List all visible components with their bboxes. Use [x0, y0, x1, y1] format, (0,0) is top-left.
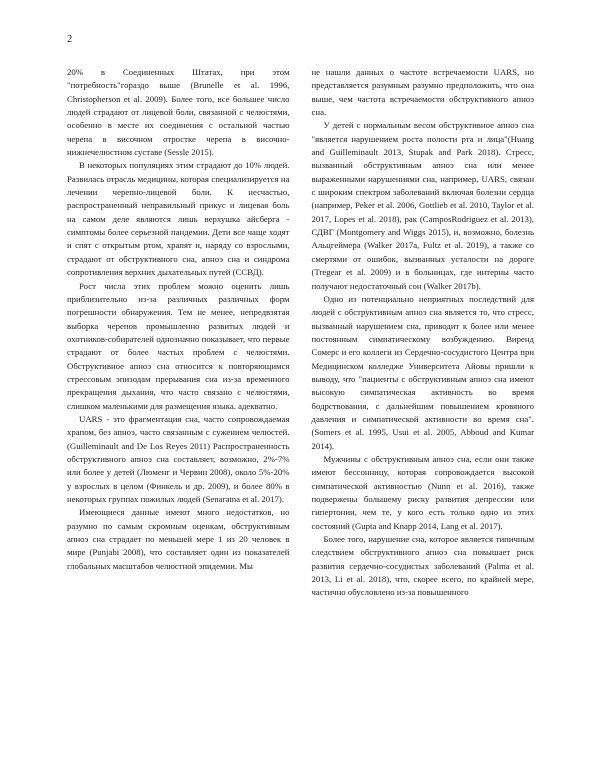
paragraph: Рост числа этих проблем можно оценить лишь приблизительно из-за различных различных форм погрешности обнаружения. Тем не менее, непредвзятая выборка черепов промышленно развитых людей и охотников-собирателей однозначно показывает, что первые страдают от более частых проблем с челюстями. Обструктивное апноэ сна относится к повторяющимся стрессовым эпизодам прерывания сна из-за временного прекращения дыхания, что часто связано с челюстями, слишком маленькими для размещения языка. адекватно.	[67, 280, 290, 411]
paragraph: Одно из потенциально неприятных последствий для людей с обструктивным апноэ сна является то, что стресс, вызванный нарушением сна, приводит к более или менее постоянным симпатическому возбуждению. Виренд Сомерс и его коллеги из Сердечно-сосудистого Центра при Медицинском колледже Университета Айовы пришли к выводу, что "пациенты с обструктивным апноэ сна имеют высокую симпатическая активность во время бодрствования, с дальнейшим повышением кровяного давления и симпатической активности во время сна". (Somers et al. 1995, Usui et al. 2005, Abboud and Kumar 2014).	[311, 293, 534, 451]
paragraph: не нашли данных о частоте встречаемости UARS, но представляется разумным разумно предположить, что она выше, чем частота встречаемости обструктивного апноэ сна.	[311, 67, 534, 118]
left-column	[67, 66, 290, 600]
right-column	[312, 66, 535, 600]
paragraph: Мужчины с обструктивным апноэ сна, если они также имеют бессонницу, которая сопровождается высокой симпатической активностью (Nunn et al. 2016), также подвержены большему риску развития депрессии или гипертонии, чем те, у кого есть только одно из этих состояний (Gupta and Knapp 2014, Lang et al. 2017).	[311, 453, 534, 531]
two-column-body	[67, 66, 534, 600]
paragraph: В некоторых популяциях этим страдают до 10% людей. Развилась отрасль медицины, которая специализируется на лечении черепно-лицевой боли. К несчастью, распространенный неправильный прикус и лицевая боль на самом деле являются лишь верхушка айсберга - симптомы более серьезной пандемии. Дети все чаще ходят и спят с открытым ртом, храпят и, наряду со взрослыми, страдают от обструктивного сна, апноэ сна и синдрома сопротивления верхних дыхательных путей (ССВД).	[67, 160, 290, 278]
paragraph: У детей с нормальным весом обструктивное апноэ сна "является нарушением роста полости рта и лица"(Huang and Guilleminault 2013, Stupak and Park 2018). Стресс, вызванный обструктивным апноэ сна или менее выраженными нарушениями сна, например, UARS, связан с широким спектром заболеваний включая болезни сердца (например, Peker et al. 2006, Gottlieb et al. 2010, Taylor et al. 2017, Lopes et al. 2018), рак (CamposRodriguez et al. 2013), СДВГ (Montgomery and Wiggs 2015), и, возможно, болезнь Альцгеймера (Walker 2017a, Fultz et al. 2019), а также со смертями от ошибок, вызванных усталости на дороге (Tregear et al. 2009) и в больницах, где интерны часто получают недостаточный сон (Walker 2017b).	[311, 120, 534, 291]
paragraph: UARS - это фрагментация сна, часто сопровождаемая храпом, без апноэ, часто связанным с сужением челюстей. (Guilleminault and De Los Reyes 2011) Распространенность обструктивного апноэ сна составляет, возможно, 2%-7% или более у детей (Люменг и Червин 2008), около 5%-20% у взрослых в целом (Финкель и др. 2009), и более 80% в некоторых группах пожилых людей (Senaratna et al. 2017).	[67, 413, 290, 504]
paragraph: Более того, нарушение сна, которое является типичным следствием обструктивного апноэ сна повышает риск развития сердечно-сосудистых заболеваний (Palma et al. 2013, Li et al. 2018), что, скорее всего, по крайней мере, частично обусловлено из-за повышенного	[311, 534, 534, 598]
paragraph: Имеющиеся данные имеют много недостатков, но разумно по самым скромным оценкам, обструктивным апноэ сна страдает по меньшей мере 1 из 20 человек в мире (Punjabi 2008), что составляет один из показателей глобальных масштабов челюстной эпидемии. Мы	[67, 507, 290, 571]
paragraph: 20% в Соединенных Штатах, при этом "потребность"гораздо выше (Brunelle et al. 1996, Christopherson et al. 2009). Более того, все большее число людей страдают от лицевой боли, связанной с челюстями, особенно в месте их соединения с остальной частью черепа в височном отростке черепа в височно-нижнечелюстном суставе (Sessle 2015).	[67, 67, 290, 158]
page-number: 2	[67, 34, 73, 45]
